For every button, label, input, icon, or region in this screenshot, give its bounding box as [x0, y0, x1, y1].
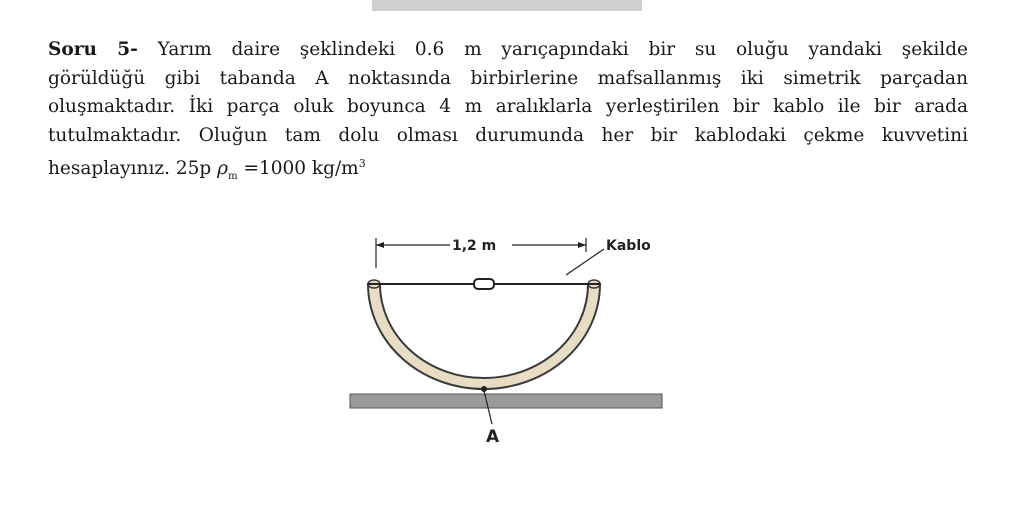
problem-line-5: hesaplayınız. 25p $\rho_m =1000$ $kg/m^3$ — [48, 157, 366, 183]
problem-line-2: görüldüğü gibi tabanda A noktasında birbirlerine mafsallanmış iki simetrik parçadan — [48, 67, 968, 89]
rho-exponent: 3 — [358, 157, 366, 171]
dimension-label: 1,2 m — [452, 238, 497, 254]
rho-symbol: ρ — [217, 158, 229, 180]
rho-value: =1000 kg/m — [243, 158, 359, 180]
cable-label: Kablo — [606, 238, 651, 254]
problem-text — [48, 36, 968, 192]
rho-subscript: m — [228, 171, 238, 183]
dimension-arrow-right — [578, 242, 586, 248]
cable-leader — [566, 249, 604, 275]
top-scroll-bar — [372, 0, 642, 11]
ground-base — [350, 394, 662, 408]
hinge-label: A — [486, 427, 500, 447]
problem-line-1: Soru 5- Yarım daire şeklindeki 0.6 m yarıçapındaki bir su oluğu yandaki şekilde — [48, 39, 968, 60]
trough-shell — [368, 284, 600, 389]
dimension-arrow-left — [376, 242, 384, 248]
trough-figure — [340, 228, 680, 468]
problem-label: Soru 5- — [48, 39, 138, 60]
problem-line-4: tutulmaktadır. Oluğun tam dolu olması durumunda her bir kablodaki çekme kuvvetini — [48, 124, 968, 146]
turnbuckle — [474, 279, 494, 289]
problem-line-3: oluşmaktadır. İki parça oluk boyunca 4 m aralıklarla yerleştirilen bir kablo ile bir arada — [48, 96, 968, 118]
